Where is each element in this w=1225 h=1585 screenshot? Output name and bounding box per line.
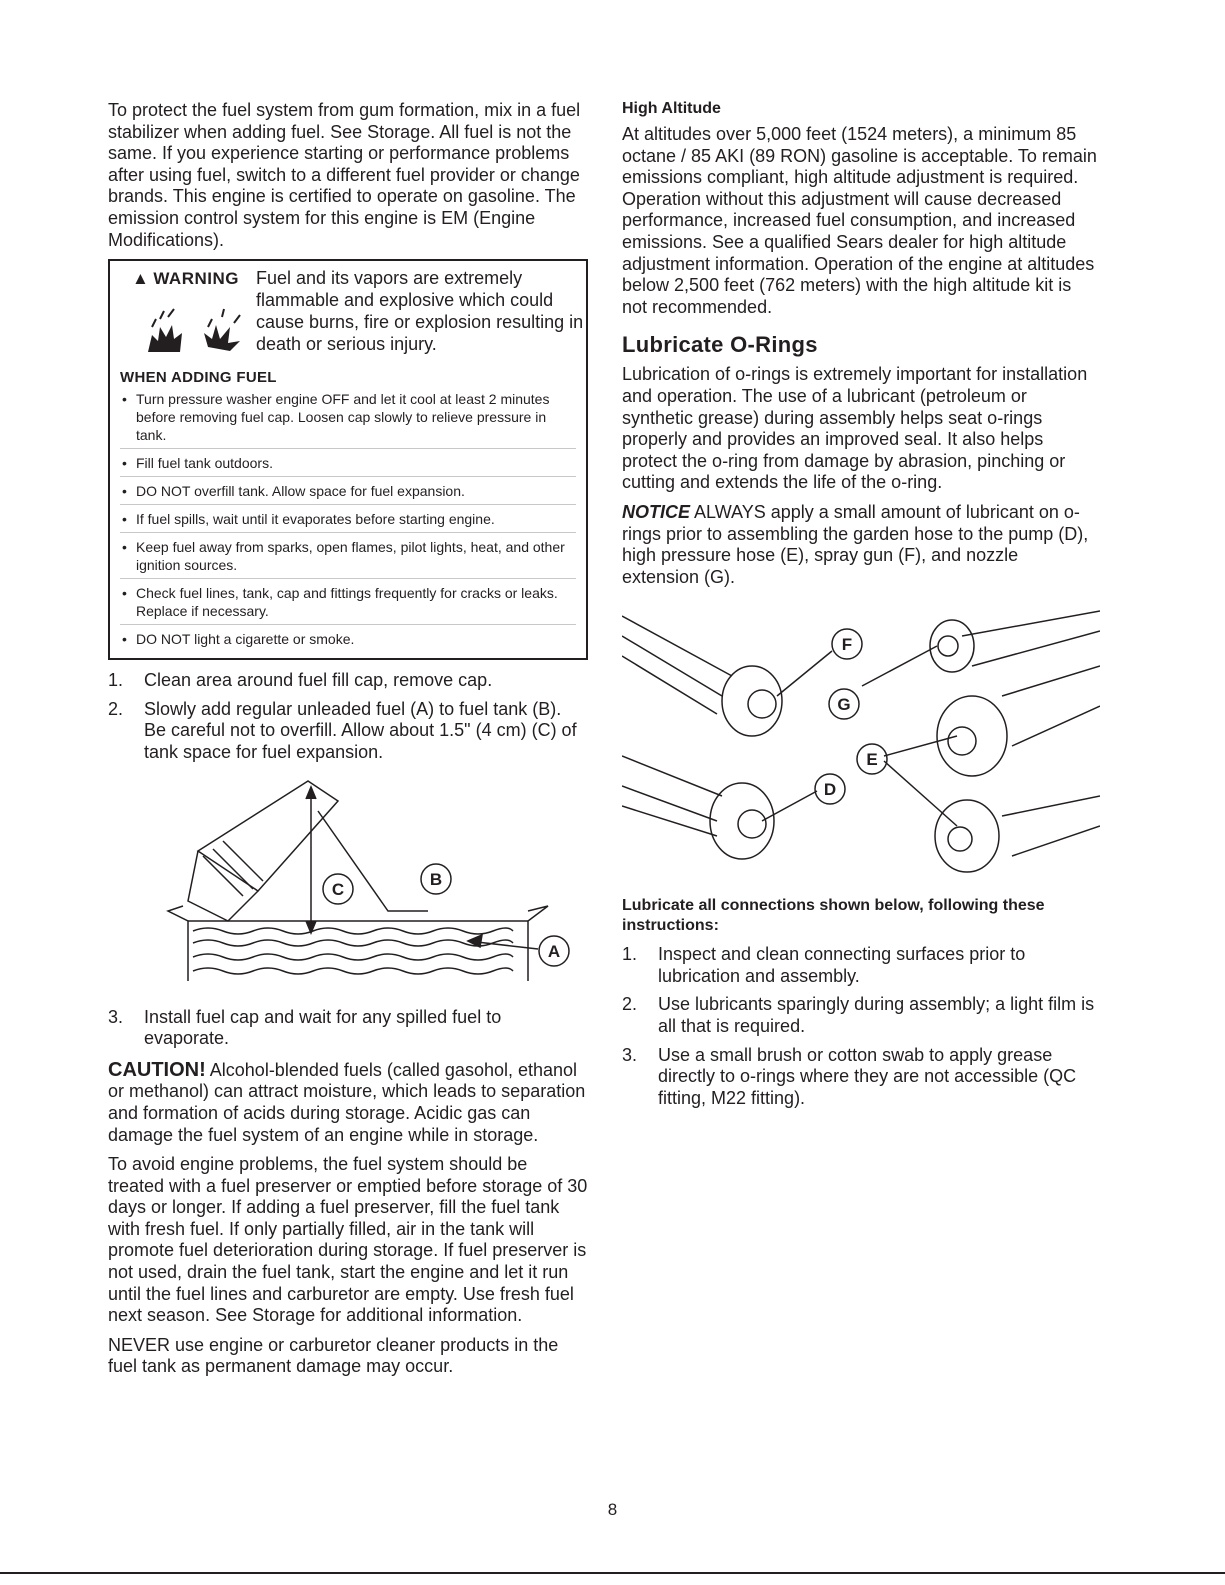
- label-c: C: [331, 879, 345, 899]
- pump-fitting: [935, 800, 999, 872]
- step-number: 2.: [622, 994, 638, 1015]
- page-bottom-rule: [0, 1572, 1225, 1574]
- step-number: 3.: [622, 1044, 638, 1065]
- lubrication-paragraph: Lubrication of o-rings is extremely important for installation and operation. The use of a lubricant (petroleum or synthetic grease) during assembly helps seat o-rings properly and provides an improved seal. It also helps protect the o-ring from damage by abrasion, pinching or cutting and extends the life of the o-ring.: [622, 364, 1088, 493]
- explosion-icon: [204, 309, 240, 351]
- step-text: Inspect and clean connecting surfaces prior to lubrication and assembly.: [658, 944, 1026, 986]
- step-text: Clean area around fuel fill cap, remove cap.: [144, 670, 493, 691]
- caution-text: Alcohol-blended fuels (called gasohol, ethanol or methanol) can attract moisture, which leads to separation and formation of acids during storage. Acidic gas can damage the fuel system of an engine while in storage.: [108, 1059, 586, 1145]
- warning-title-text: WARNING: [153, 269, 239, 289]
- fire-explosion-icons: [138, 297, 258, 357]
- warning-triangle-icon: ▲: [132, 269, 150, 289]
- lubrication-step: [622, 944, 1100, 987]
- lubrication-steps-list: [622, 944, 1100, 1109]
- lubricate-orings-heading: Lubricate O-Rings: [622, 332, 818, 358]
- step-number: 3.: [108, 1006, 124, 1027]
- notice-paragraph: [622, 502, 1100, 588]
- fuel-stabilizer-paragraph: To protect the fuel system from gum formation, mix in a fuel stabilizer when adding fuel. See Storage. All fuel is not the same. If you experience starting or performance problems after using fuel, switch to a different fuel provider or change brands. This engine is certified to operate on gasoline. The emission control system for this engine is EM (Engine Modifications).: [108, 100, 581, 250]
- warning-item: • Keep fuel away from sparks, open flames, pilot lights, heat, and other ignition sources.: [120, 538, 576, 579]
- page-number: 8: [607, 1500, 618, 1519]
- step-number: 1.: [622, 944, 638, 965]
- garden-hose-fitting: [710, 783, 774, 859]
- warning-list: [120, 390, 576, 652]
- fuel-can: [198, 781, 338, 891]
- step-text: Install fuel cap and wait for any spilled fuel to evaporate.: [144, 1006, 502, 1049]
- lubricate-connections-heading: Lubricate all connections shown below, following these instructions:: [622, 897, 1045, 935]
- step-number: 2.: [108, 698, 124, 719]
- fuel-tank-figure: [108, 771, 588, 1001]
- step-text: Use a small brush or cotton swab to apply grease directly to o-rings where they are not accessible (QC fitting, M22 fitting).: [658, 1044, 1077, 1108]
- fuel-step-3-list: [108, 1007, 588, 1050]
- warning-item: • Turn pressure washer engine OFF and let it cool at least 2 minutes before removing fuel cap. Loosen cap slowly to relieve pressure in tank.: [120, 390, 576, 449]
- high-altitude-heading: High Altitude: [622, 100, 721, 117]
- label-g: G: [837, 695, 851, 715]
- warning-item: • Check fuel lines, tank, cap and fittings frequently for cracks or leaks. Replace if necessary.: [120, 584, 576, 625]
- step-text: Use lubricants sparingly during assembly; a light film is all that is required.: [658, 994, 1095, 1037]
- step-text: Slowly add regular unleaded fuel (A) to fuel tank (B). Be careful not to overfill. Allow about 1.5" (4 cm) (C) of tank space for fuel expansion.: [144, 698, 577, 762]
- high-altitude-paragraph: At altitudes over 5,000 feet (1524 meters), a minimum 85 octane / 85 AKI (89 RON) gasoline is acceptable. To remain emissions compliant, high altitude adjustment is required. Operation without this adjustment will cause decreased performance, increased fuel consumption, and increased emissions. See a qualified Sears dealer for high altitude adjustment information. Operation of the engine at altitudes below 2,500 feet (762 meters) with the high altitude kit is not recommended.: [622, 124, 1097, 317]
- fuel-step: [108, 1007, 588, 1050]
- storage-paragraph: To avoid engine problems, the fuel system should be treated with a fuel preserver or emptied before storage of 30 days or longer. If adding a fuel preserver, fill the fuel tank with fresh fuel. If only partially filled, air in the tank will promote fuel deterioration during storage. If fuel preserver is not used, drain the fuel tank, start the engine and let it run until the fuel lines and carburetor are empty. Use fresh fuel next season. See Storage for additional information.: [108, 1154, 588, 1326]
- spray-gun-fitting: [722, 666, 782, 736]
- label-e: E: [866, 750, 878, 770]
- cleaner-warning-paragraph: NEVER use engine or carburetor cleaner products in the fuel tank as permanent damage may occur.: [108, 1334, 559, 1377]
- right-column: [622, 100, 1100, 1116]
- label-b: B: [429, 869, 443, 889]
- lubrication-step: [622, 994, 1100, 1037]
- caution-title: CAUTION!: [108, 1058, 206, 1081]
- warning-box: [108, 259, 588, 660]
- notice-label: NOTICE: [622, 501, 691, 522]
- warning-item: • DO NOT light a cigarette or smoke.: [120, 630, 576, 652]
- caution-paragraph: [108, 1060, 588, 1146]
- label-d: D: [823, 780, 837, 800]
- warning-header: [120, 267, 584, 365]
- notice-text: ALWAYS apply a small amount of lubricant on o-rings prior to assembling the garden hose to the pump (D), high pressure hose (E), spray gun (F), and nozzle extension (G).: [622, 501, 1089, 587]
- label-f: F: [841, 635, 853, 655]
- warning-item: • If fuel spills, wait until it evaporates before starting engine.: [120, 510, 576, 533]
- warning-text: Fuel and its vapors are extremely flammable and explosive which could cause burns, fire or explosion resulting in death or serious injury.: [256, 268, 584, 355]
- left-column: [108, 100, 588, 1386]
- hose-fittings-figure: [622, 596, 1100, 886]
- fire-icon: [148, 309, 182, 352]
- fuel-step: [108, 670, 588, 692]
- fuel-step: [108, 699, 588, 764]
- step-number: 1.: [108, 670, 124, 691]
- warning-item: • Fill fuel tank outdoors.: [120, 454, 576, 477]
- label-a: A: [547, 941, 561, 961]
- high-pressure-hose-fitting: [937, 696, 1007, 776]
- warning-item: • DO NOT overfill tank. Allow space for fuel expansion.: [120, 482, 576, 505]
- fuel-steps-list: [108, 670, 588, 763]
- lubrication-step: [622, 1045, 1100, 1110]
- warning-subheading: WHEN ADDING FUEL: [120, 369, 277, 387]
- warning-title: [132, 269, 239, 289]
